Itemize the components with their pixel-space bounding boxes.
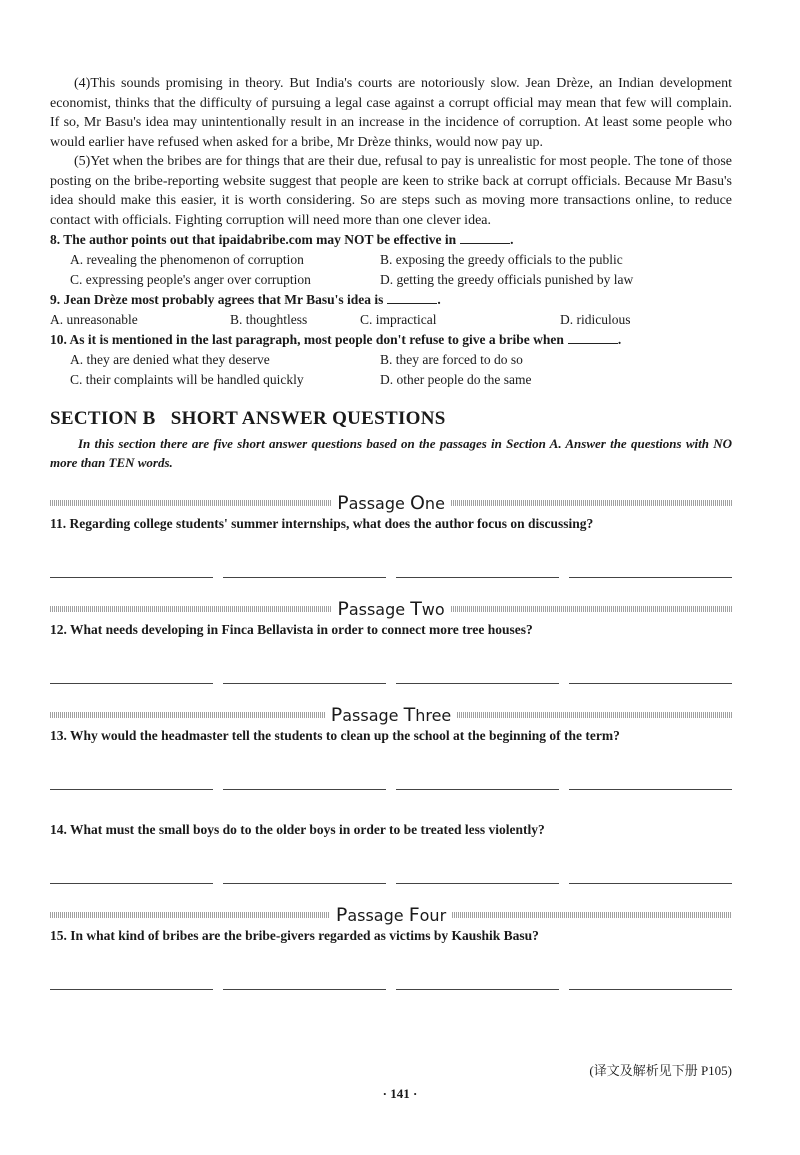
options-q10 [50, 350, 732, 390]
option[interactable]: B. they are forced to do so [380, 352, 523, 367]
answer-line-11[interactable] [50, 556, 732, 578]
option[interactable]: D. getting the greedy officials punished by law [380, 272, 634, 287]
option[interactable]: D. other people do the same [380, 372, 532, 387]
paragraph-4: (4)This sounds promising in theory. But India's courts are notoriously slow. Jean Drèze, an Indian development economist, thinks that the difficulty of pursuing a legal case against a corrupt official may mean that few will complain. If so, Mr Basu's idea may unintentionally result in an increase in the incidence of corruption. At least some people who would earlier have refused when asked for a bribe, Mr Drèze thinks, would now pay up. [50, 76, 732, 150]
answer-line-13[interactable] [50, 768, 732, 790]
passage-one-header [50, 492, 732, 514]
divider [452, 912, 732, 918]
divider [50, 712, 325, 718]
answer-line-15[interactable] [50, 968, 732, 990]
option[interactable]: D. ridiculous [560, 312, 631, 327]
answer-line-12[interactable] [50, 662, 732, 684]
passage-three-header [50, 704, 732, 726]
divider [50, 912, 330, 918]
answer-blank [387, 291, 437, 304]
divider [457, 712, 732, 718]
answer-blank [568, 331, 618, 344]
question-13: 13. Why would the headmaster tell the students to clean up the school at the beginning of the term? [50, 728, 620, 743]
option[interactable]: B. exposing the greedy officials to the public [380, 252, 623, 267]
divider [451, 606, 732, 612]
divider [50, 500, 331, 506]
question-12: 12. What needs developing in Finca Bellavista in order to connect more tree houses? [50, 622, 533, 637]
section-b-instruction: In this section there are five short answer questions based on the passages in Section A. Answer the questions with NO more than TEN words. [50, 436, 732, 470]
answer-blank [460, 231, 510, 244]
paragraph-5: (5)Yet when the bribes are for things that are their due, refusal to pay is unrealistic for most people. The tone of those posting on the bribe-reporting website suggest that people are keen to strike back at corrupt officials. Because Mr Basu's idea should make this easier, it is worth considering. So are steps such as moving more transactions online, to reduce contact with officials. Fighting corruption will need more than one clever idea. [50, 154, 732, 228]
passage-title: Passage One [337, 492, 445, 514]
passage-title: Passage Four [335, 904, 447, 926]
question-14: 14. What must the small boys do to the older boys in order to be treated less violently? [50, 822, 545, 837]
question-11: 11. Regarding college students' summer internships, what does the author focus on discussing? [50, 516, 594, 531]
option[interactable]: C. their complaints will be handled quickly [70, 372, 304, 387]
options-q9 [50, 310, 732, 330]
option[interactable]: A. they are denied what they deserve [70, 352, 270, 367]
question-15: 15. In what kind of bribes are the bribe-givers regarded as victims by Kaushik Basu? [50, 928, 539, 943]
passage-two-header [50, 598, 732, 620]
page-number: · 141 · [382, 1086, 418, 1101]
question-10: 10. As it is mentioned in the last paragraph, most people don't refuse to give a bribe when . [50, 332, 622, 347]
divider [451, 500, 732, 506]
passage-four-header [50, 904, 732, 926]
divider [50, 606, 331, 612]
page-content [50, 74, 732, 990]
question-9: 9. Jean Drèze most probably agrees that Mr Basu's idea is . [50, 292, 441, 307]
passage-title: Passage Three [330, 704, 452, 726]
options-q8 [50, 250, 732, 290]
section-b-title: SECTION B SHORT ANSWER QUESTIONS [50, 408, 446, 429]
question-8: 8. The author points out that ipaidabribe.com may NOT be effective in . [50, 232, 514, 247]
option[interactable]: A. unreasonable [50, 312, 138, 327]
option[interactable]: C. expressing people's anger over corruption [70, 272, 311, 287]
answer-line-14[interactable] [50, 862, 732, 884]
option[interactable]: C. impractical [360, 312, 437, 327]
option[interactable]: B. thoughtless [230, 312, 308, 327]
option[interactable]: A. revealing the phenomenon of corruption [70, 252, 304, 267]
passage-title: Passage Two [337, 598, 445, 620]
answer-reference: (译文及解析见下册 P105) [589, 1063, 732, 1078]
